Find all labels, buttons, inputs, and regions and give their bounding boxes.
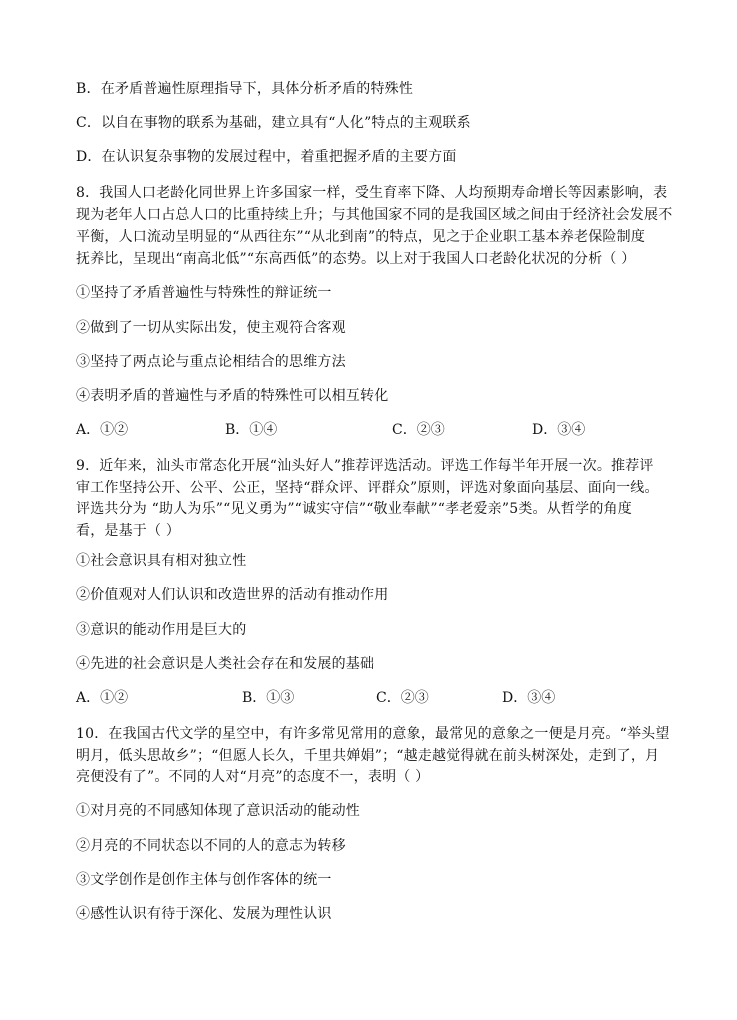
- q9-choice-b: B．①③: [242, 690, 295, 706]
- q10-item-2: ②月亮的不同状态以不同的人的意志为转移: [76, 838, 346, 854]
- q9-item-3: ③意识的能动作用是巨大的: [76, 622, 247, 638]
- q9-item-4: ④先进的社会意识是人类社会存在和发展的基础: [76, 656, 375, 672]
- q9-item-2: ②价值观对人们认识和改造世界的活动有推动作用: [76, 587, 389, 603]
- q8-stem-line-4: 抚养比，呈现出“南高北低”“东高西低”的态势。以上对于我国人口老龄化状况的分析（ ）: [76, 251, 636, 267]
- q9-stem-line-3: 评选共分为 “助人为乐”“见义勇为”“诚实守信”“敬业奉献”“孝老爱亲”5类。从哲学的角度: [76, 501, 632, 517]
- q8-item-4: ④表明矛盾的普遍性与矛盾的特殊性可以相互转化: [76, 388, 389, 404]
- q10-stem-line-3: 亮便没有了”。不同的人对“月亮”的态度不一，表明（ ）: [76, 769, 430, 785]
- q8-item-3: ③坚持了两点论与重点论相结合的思维方法: [76, 354, 346, 370]
- q10-stem-line-1: 10．在我国古代文学的星空中，有许多常见常用的意象，最常见的意象之一便是月亮。“举头望: [76, 726, 670, 742]
- q10-item-1: ①对月亮的不同感知体现了意识活动的能动性: [76, 803, 360, 819]
- option-d-prev: D．在认识复杂事物的发展过程中，着重把握矛盾的主要方面: [76, 149, 457, 165]
- q8-item-2: ②做到了一切从实际出发，使主观符合客观: [76, 320, 346, 336]
- q8-stem-line-1: 8．我国人口老龄化同世界上许多国家一样，受生育率下降、人均预期寿命增长等因素影响，表: [76, 185, 668, 201]
- q9-choice-c: C．②③: [376, 690, 429, 706]
- q8-choice-c: C．②③: [392, 422, 445, 438]
- option-c-prev: C．以自在事物的联系为基础，建立具有“人化”特点的主观联系: [76, 115, 471, 131]
- q10-item-4: ④感性认识有待于深化、发展为理性认识: [76, 906, 332, 922]
- q8-choice-a: A．①②: [76, 422, 129, 438]
- q8-choice-d: D．③④: [532, 422, 586, 438]
- q10-item-3: ③文学创作是创作主体与创作客体的统一: [76, 872, 332, 888]
- q8-stem-line-2: 现为老年人口占总人口的比重持续上升；与其他国家不同的是我国区域之间由于经济社会发展不: [76, 207, 673, 223]
- q9-choice-a: A．①②: [76, 690, 129, 706]
- q8-choices: [76, 420, 676, 440]
- q8-stem-line-3: 平衡，人口流动呈明显的“从西往东”“从北到南”的特点，见之于企业职工基本养老保险制度: [76, 229, 646, 245]
- q8-item-1: ①坚持了矛盾普遍性与特殊性的辩证统一: [76, 285, 332, 301]
- q9-stem-line-4: 看，是基于（ ）: [76, 523, 181, 539]
- option-b-prev: B．在矛盾普遍性原理指导下，具体分析矛盾的特殊性: [76, 81, 414, 97]
- q9-choice-d: D．③④: [502, 690, 556, 706]
- q10-stem-line-2: 明月，低头思故乡”；“但愿人长久，千里共婵娟”；“越走越觉得就在前头树深处，走到了，月: [76, 748, 660, 764]
- q9-stem-line-2: 审工作坚持公开、公平、公正，坚持“群众评、评群众”原则，评选对象面向基层、面向一线。: [76, 480, 659, 496]
- q8-choice-b: B．①④: [225, 422, 278, 438]
- q9-item-1: ①社会意识具有相对独立性: [76, 553, 247, 569]
- q9-choices: [76, 688, 676, 708]
- q9-stem-line-1: 9．近年来，汕头市常态化开展“汕头好人”推荐评选活动。评选工作每半年开展一次。推荐评: [76, 458, 654, 474]
